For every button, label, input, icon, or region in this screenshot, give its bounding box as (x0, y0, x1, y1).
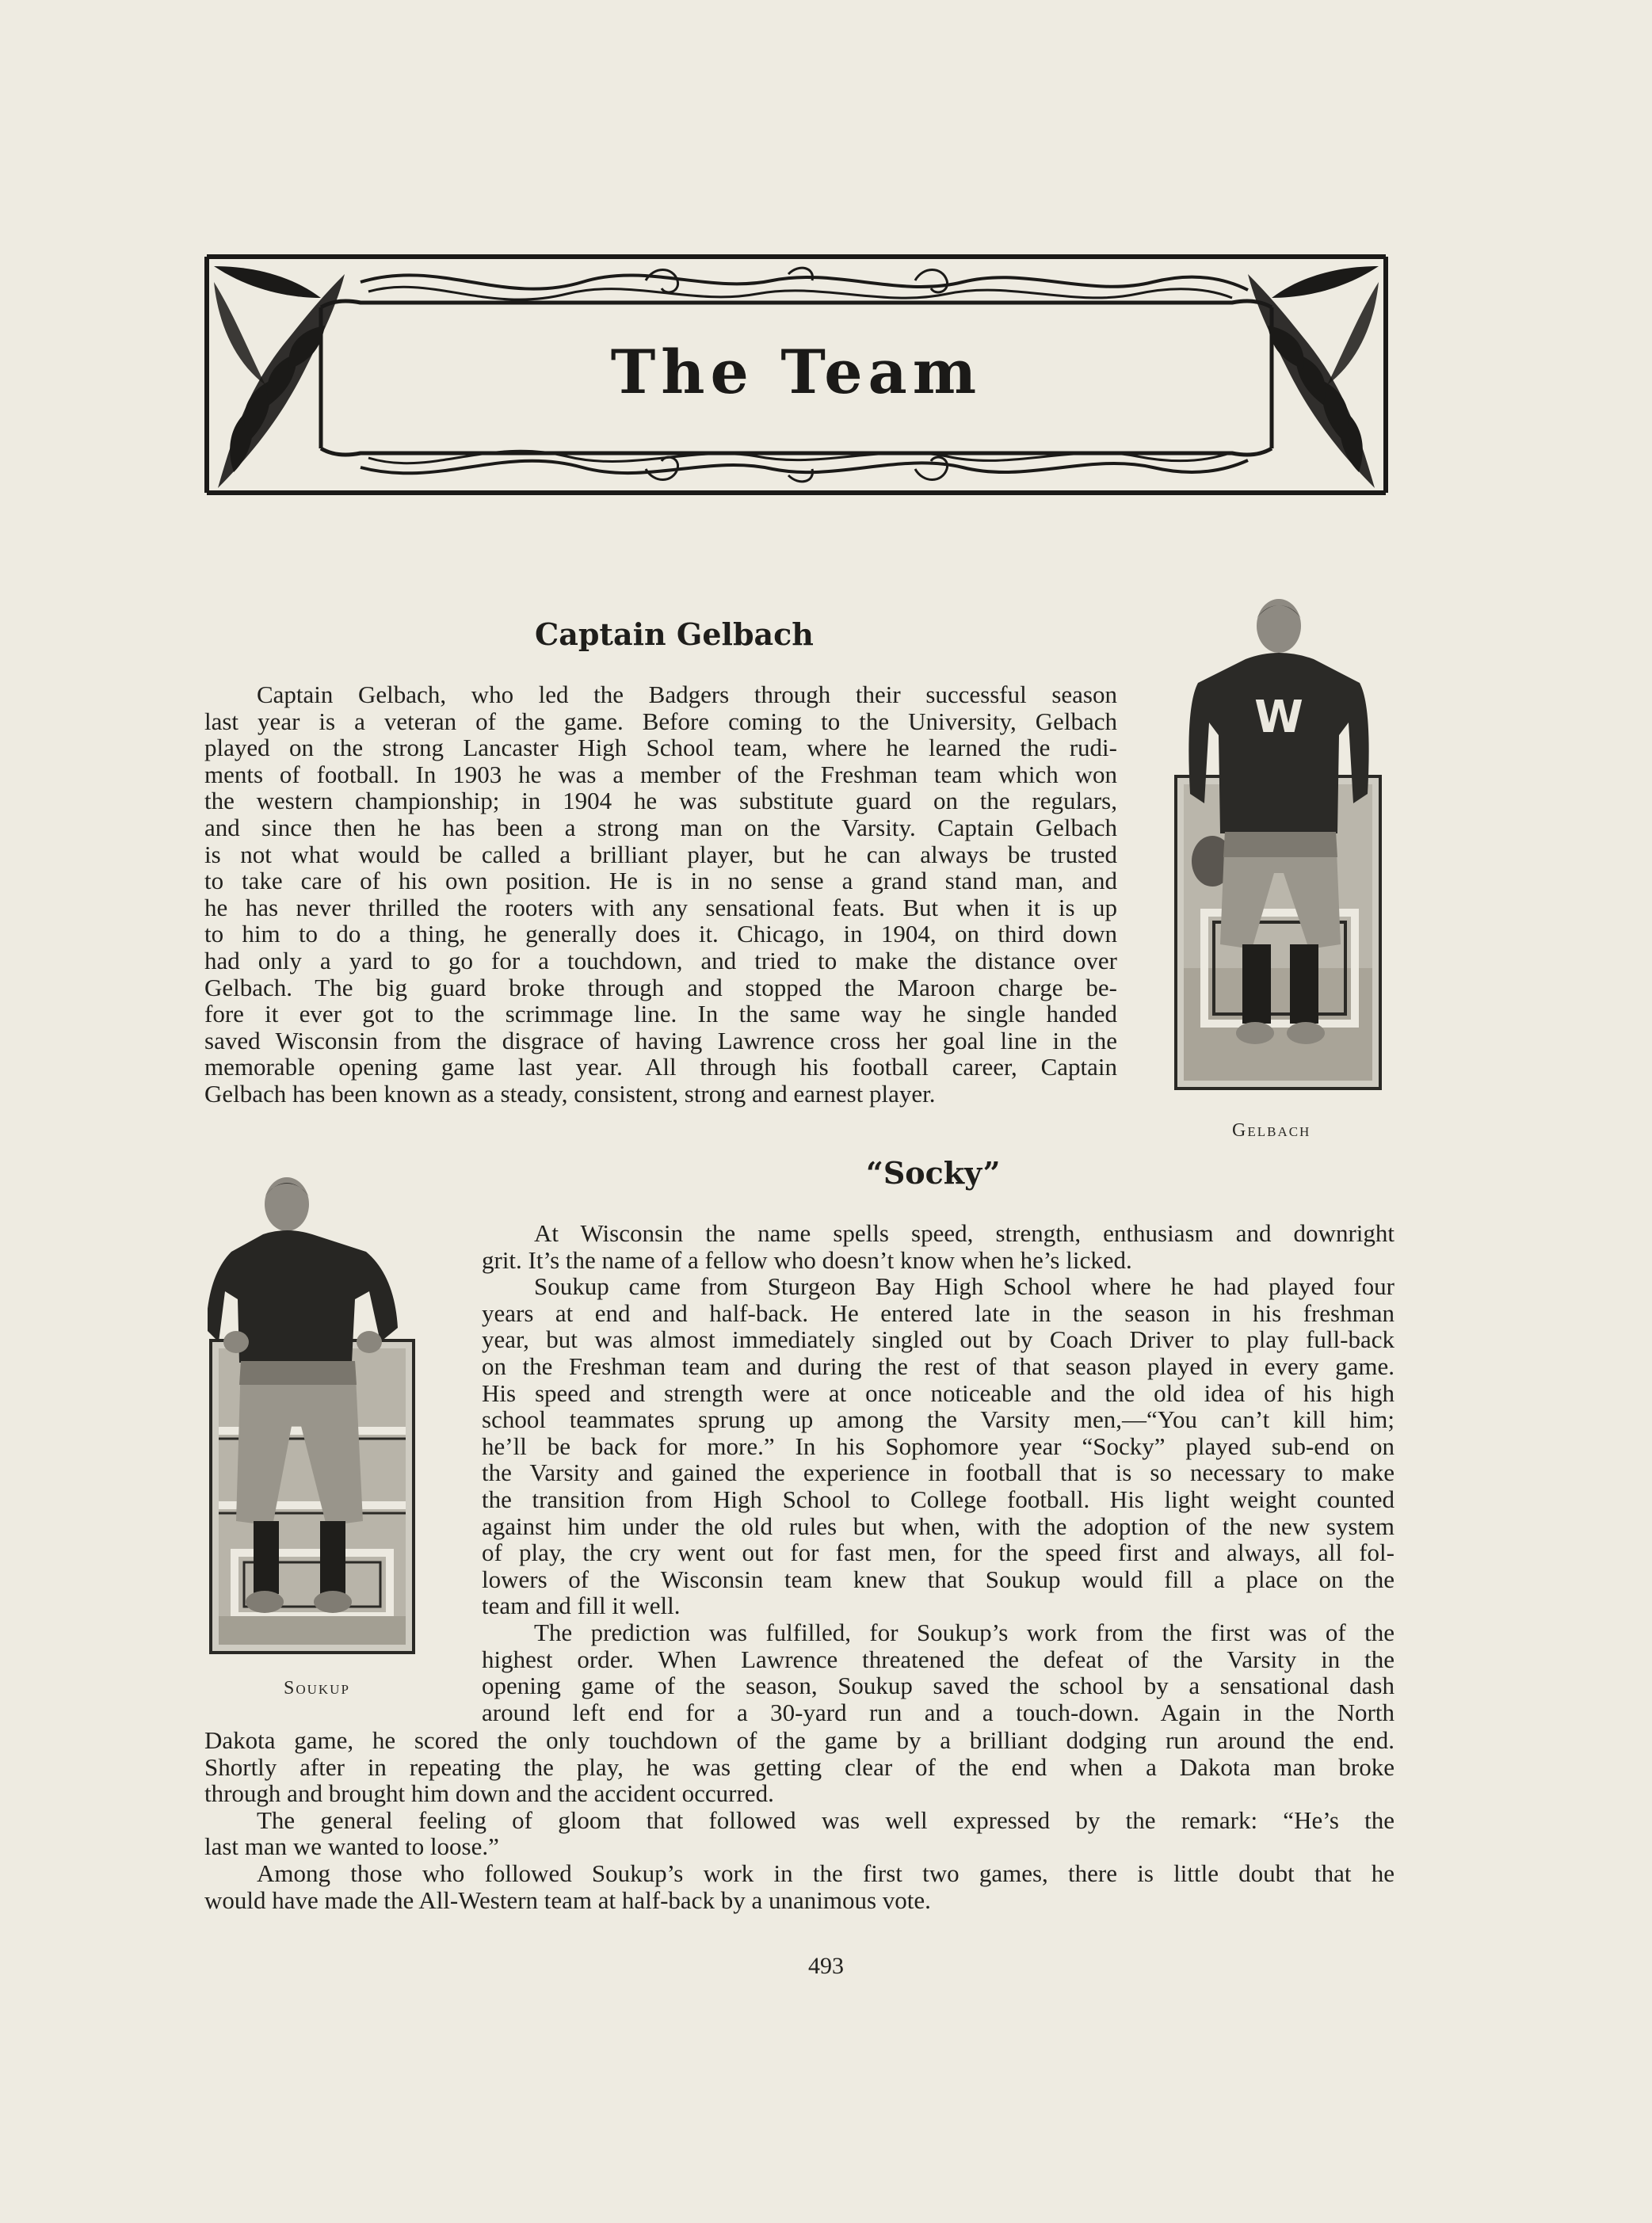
text-line: highest order. When Lawrence threatened the defeat of the Varsity in the (482, 1645, 1394, 1673)
text-line: opening game of the season, Soukup saved the school by a sensational dash (482, 1672, 1394, 1700)
text-line: against him under the old rules but when, with the adoption of the new system (482, 1512, 1394, 1540)
page-title: The Team (610, 337, 982, 407)
text-line: to him to do a thing, he generally does it. Chicago, in 1904, on third down (204, 920, 1117, 948)
socky-paragraph-lower (204, 1727, 1394, 1913)
text-line: Among those who followed Soukup’s work in the first two games, there is little doubt that he (257, 1859, 1394, 1887)
text-line: ments of football. In 1903 he was a member of the Freshman team which won (204, 760, 1117, 788)
text-line: Dakota game, he scored the only touchdown of the game by a brilliant dodging run around the end. (204, 1726, 1394, 1754)
text-line: last year is a veteran of the game. Before coming to the University, Gelbach (204, 707, 1117, 735)
text-line: to take care of his own position. He is in no sense a grand stand man, and (204, 867, 1117, 895)
text-line: around left end for a 30-yard run and a touch-down. Again in the North (482, 1698, 1394, 1726)
text-line: year, but was almost immediately singled out by Coach Driver to play full-back (482, 1325, 1394, 1354)
sweater-letter: W (1254, 692, 1303, 743)
ornamental-header-frame (202, 250, 1391, 499)
text-line: and since then he has been a strong man on the Varsity. Captain Gelbach (204, 813, 1117, 841)
text-line: At Wisconsin the name spells speed, strength, enthusiasm and downright (534, 1219, 1394, 1247)
gelbach-photo-caption: Gelbach (1232, 1120, 1311, 1141)
socky-paragraph-upper (482, 1220, 1394, 1725)
text-line: the western championship; in 1904 he was substitute guard on the regulars, (204, 787, 1117, 815)
text-line: had only a yard to go for a touchdown, and tried to make the distance over (204, 946, 1117, 974)
socky-heading: “Socky” (866, 1155, 1001, 1191)
text-line: His speed and strength were at once noticeable and the old idea of his high (482, 1378, 1394, 1407)
soukup-photo (208, 1173, 420, 1656)
text-line: years at end and half-back. He entered late in the season in his freshman (482, 1298, 1394, 1327)
text-line: played on the strong Lancaster High School team, where he learned the rudi- (204, 734, 1117, 762)
text-line: he’ll be back for more.” In his Sophomore year “Socky” played sub-end on (482, 1432, 1394, 1460)
text-line: the transition from High School to College football. His light weight counted (482, 1485, 1394, 1513)
text-line: Captain Gelbach, who led the Badgers through their successful season (257, 681, 1117, 708)
soukup-photo-caption: Soukup (284, 1678, 350, 1699)
text-line: grit. It’s the name of a fellow who doesn’t know when he’s licked. (482, 1245, 1132, 1274)
text-line: team and fill it well. (482, 1592, 681, 1620)
text-line: fore it ever got to the scrimmage line. In the same way he single handed (204, 1000, 1117, 1028)
text-line: Gelbach has been known as a steady, consistent, strong and earnest player. (204, 1079, 936, 1108)
text-line: is not what would be called a brilliant player, but he can always be trusted (204, 840, 1117, 868)
text-line: Gelbach. The big guard broke through and stopped the Maroon charge be- (204, 973, 1117, 1001)
text-line: he has never thrilled the rooters with any sensational feats. But when it is up (204, 893, 1117, 921)
captain-gelbach-heading: Captain Gelbach (535, 616, 814, 652)
text-line: saved Wisconsin from the disgrace of having Lawrence cross her goal line in the (204, 1026, 1117, 1054)
text-line: The prediction was fulfilled, for Soukup’s work from the first was of the (534, 1618, 1394, 1646)
text-line: Soukup came from Sturgeon Bay High School where he had played four (534, 1272, 1394, 1301)
captain-gelbach-paragraph (204, 681, 1117, 1108)
text-line: Shortly after in repeating the play, he was getting clear of the end when a Dakota man broke (204, 1752, 1394, 1781)
text-line: would have made the All-Western team at half-back by a unanimous vote. (204, 1886, 931, 1914)
text-line: school teammates sprung up among the Varsity men,—“You can’t kill him; (482, 1405, 1394, 1434)
page-number: 493 (808, 1953, 844, 1979)
text-line: lowers of the Wisconsin team knew that Soukup would fill a place on the (482, 1565, 1394, 1593)
text-line: through and brought him down and the accident occurred. (204, 1779, 774, 1808)
text-line: of play, the cry went out for fast men, for the speed first and always, all fol- (482, 1539, 1394, 1567)
text-line: The general feeling of gloom that followed was well expressed by the remark: “He’s the (257, 1805, 1394, 1834)
text-line: last man we wanted to loose.” (204, 1832, 499, 1861)
text-line: memorable opening game last year. All through his football career, Captain (204, 1053, 1117, 1081)
text-line: the Varsity and gained the experience in football that is so necessary to make (482, 1458, 1394, 1487)
gelbach-photo (1173, 596, 1383, 1093)
text-line: on the Freshman team and during the rest of that season played in every game. (482, 1352, 1394, 1380)
